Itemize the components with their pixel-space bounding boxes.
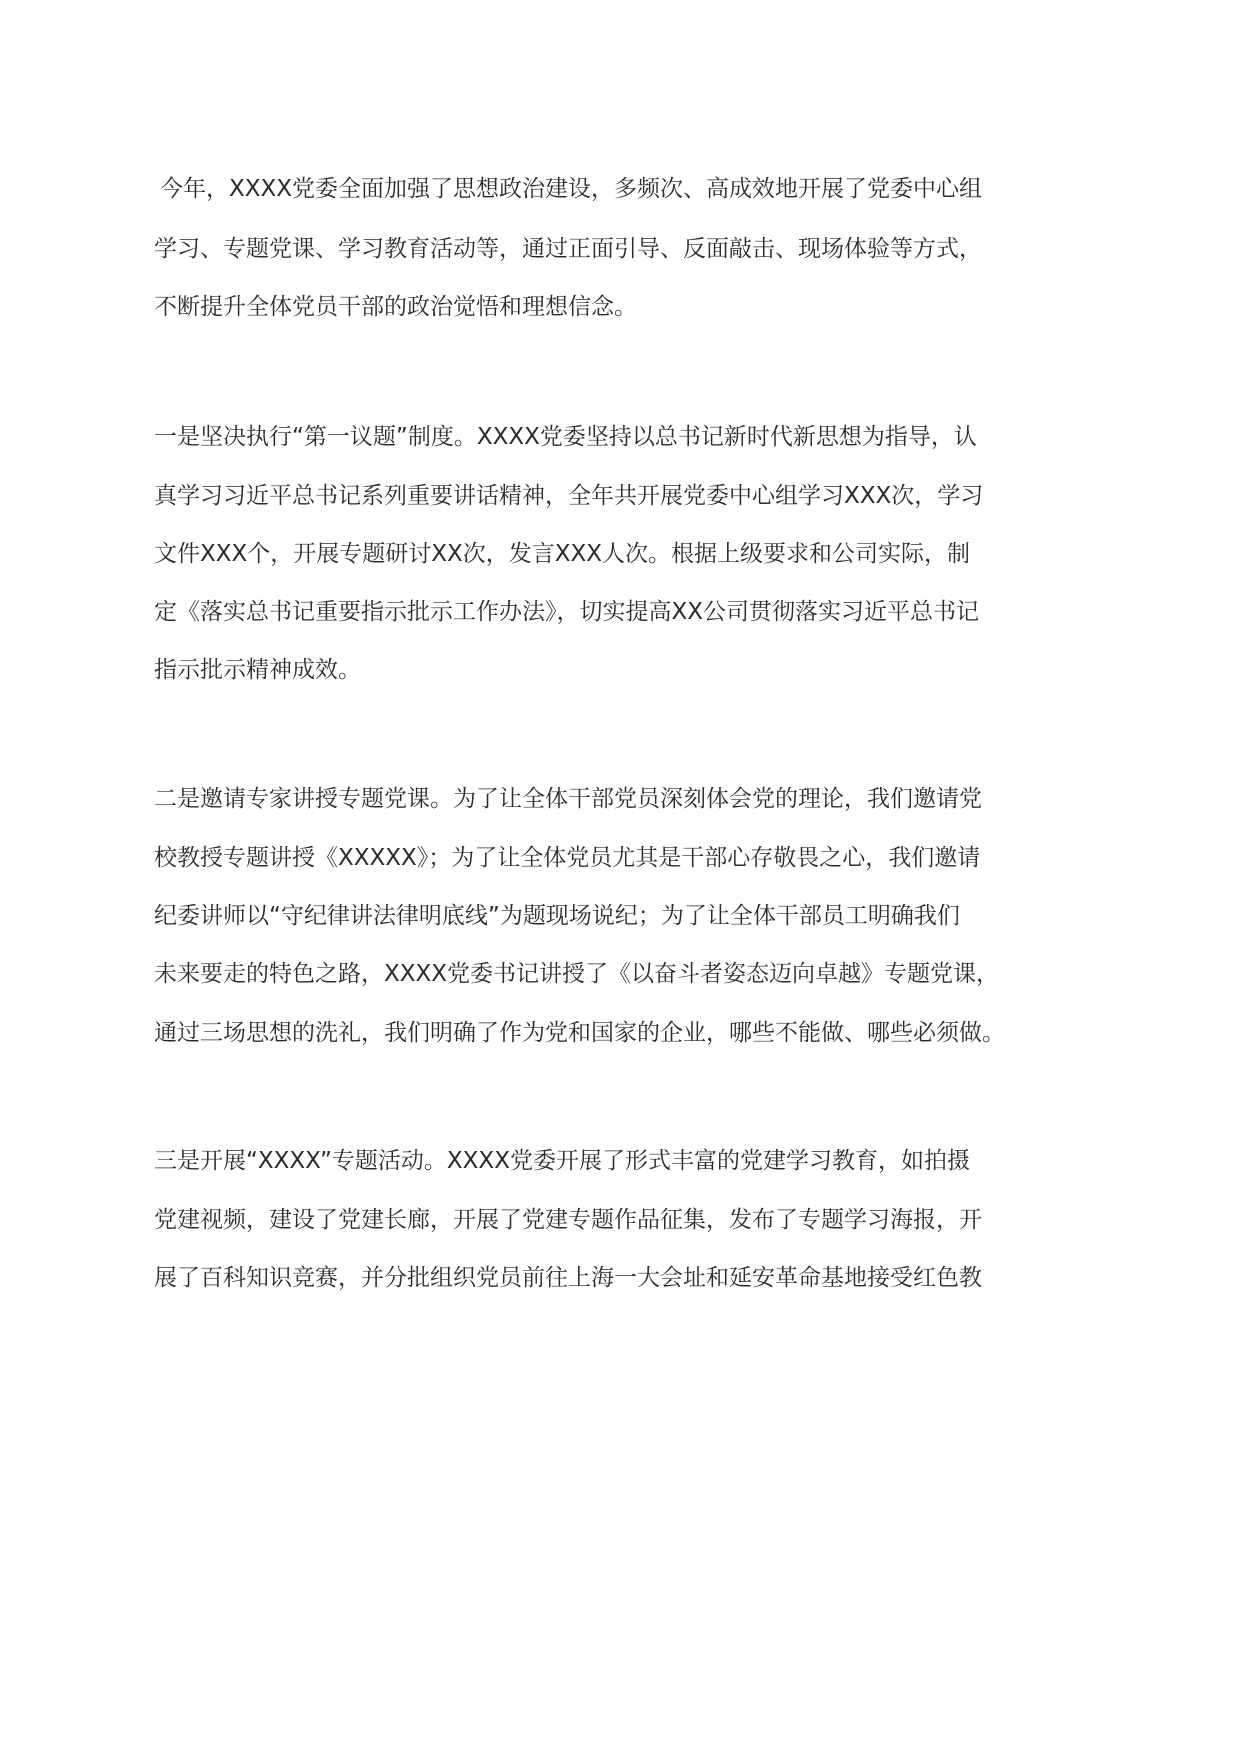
paragraph-3-line-4: 未来要走的特色之路，XXXX党委书记讲授了《以奋斗者姿态迈向卓越》专题党课， <box>154 961 1000 987</box>
paragraph-2-line-4: 定《落实总书记重要指示批示工作办法》，切实提高XX公司贯彻落实习近平总书记 <box>154 599 980 625</box>
paragraph-3-line-5: 通过三场思想的洗礼，我们明确了作为党和国家的企业，哪些不能做、哪些必须做。 <box>154 1020 1005 1046</box>
paragraph-1-line-1: 今年，XXXX党委全面加强了思想政治建设，多频次、高成效地开展了党委中心组 <box>160 176 983 202</box>
paragraph-4-line-1: 三是开展“XXXX”专题活动。XXXX党委开展了形式丰富的党建学习教育，如拍摄 <box>154 1148 970 1174</box>
paragraph-1-line-2: 学习、专题党课、学习教育活动等，通过正面引导、反面敲击、现场体验等方式， <box>154 236 982 262</box>
paragraph-3-line-1: 二是邀请专家讲授专题党课。为了让全体干部党员深刻体会党的理论，我们邀请党 <box>154 786 982 812</box>
paragraph-2-line-1: 一是坚决执行“第一议题”制度。XXXX党委坚持以总书记新时代新思想为指导，认 <box>154 424 977 450</box>
paragraph-4-line-2: 党建视频，建设了党建长廊，开展了党建专题作品征集，发布了专题学习海报，开 <box>154 1207 982 1233</box>
paragraph-4-line-3: 展了百科知识竞赛，并分批组织党员前往上海一大会址和延安革命基地接受红色教 <box>154 1265 982 1291</box>
paragraph-3-line-2: 校教授专题讲授《XXXXX》；为了让全体党员尤其是干部心存敬畏之心，我们邀请 <box>154 845 981 871</box>
paragraph-1-line-3: 不断提升全体党员干部的政治觉悟和理想信念。 <box>154 294 637 320</box>
paragraph-2-line-3: 文件XXX个，开展专题研讨XX次，发言XXX人次。根据上级要求和公司实际，制 <box>154 541 971 567</box>
paragraph-2-line-2: 真学习习近平总书记系列重要讲话精神，全年共开展党委中心组学习XXX次，学习 <box>154 483 984 509</box>
paragraph-2-line-5: 指示批示精神成效。 <box>154 657 361 683</box>
paragraph-3-line-3: 纪委讲师以“守纪律讲法律明底线”为题现场说纪；为了让全体干部员工明确我们 <box>154 903 960 929</box>
